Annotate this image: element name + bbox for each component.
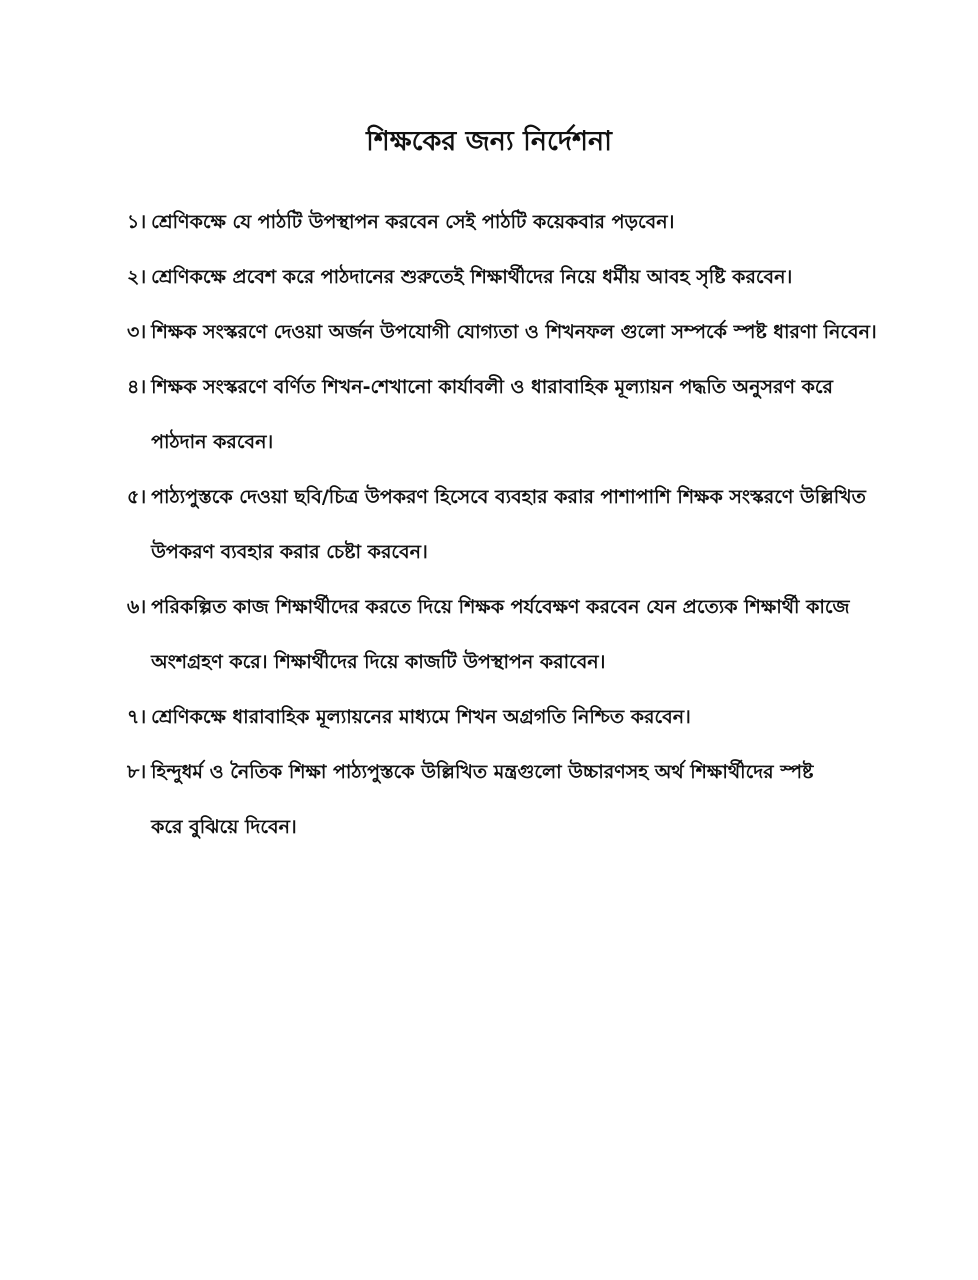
list-item xyxy=(127,695,907,739)
item-number: ৮। xyxy=(127,761,147,783)
item-number: ৬। xyxy=(127,596,147,618)
item-text xyxy=(146,200,907,244)
item-text xyxy=(146,475,907,574)
list-item xyxy=(127,475,907,574)
list-item xyxy=(127,255,907,299)
item-number: ১। xyxy=(127,211,147,233)
item-line: পরিকল্পিত কাজ শিক্ষার্থীদের করতে দিয়ে শিক্ষক পর্যবেক্ষণ করবেন যেন প্রত্যেক শিক্ষার্থী কাজে xyxy=(151,596,850,618)
item-text xyxy=(146,255,907,299)
instruction-list xyxy=(127,200,907,860)
item-number: ২। xyxy=(127,266,147,288)
item-line: শিক্ষক সংস্করণে দেওয়া অর্জন উপযোগী যোগ্যতা ও শিখনফল গুলো সম্পর্কে স্পষ্ট ধারণা নিবেন। xyxy=(151,321,877,343)
item-line: করে বুঝিয়ে দিবেন। xyxy=(151,816,297,838)
item-text xyxy=(146,365,907,464)
list-item xyxy=(127,585,907,684)
list-item xyxy=(127,310,907,354)
item-line: পাঠদান করবেন। xyxy=(151,431,274,453)
item-line: শিক্ষক সংস্করণে বর্ণিত শিখন-শেখানো কার্যাবলী ও ধারাবাহিক মূল্যায়ন পদ্ধতি অনুসরণ করে xyxy=(151,376,833,398)
item-number: ৭। xyxy=(127,706,147,728)
item-line: অংশগ্রহণ করে। শিক্ষার্থীদের দিয়ে কাজটি উপস্থাপন করাবেন। xyxy=(151,651,606,673)
item-text xyxy=(146,750,907,849)
item-text xyxy=(146,695,907,739)
item-line: শ্রেণিকক্ষে যে পাঠটি উপস্থাপন করবেন সেই পাঠটি কয়েকবার পড়বেন। xyxy=(151,211,675,233)
item-line: পাঠ্যপুস্তকে দেওয়া ছবি/চিত্র উপকরণ হিসেবে ব্যবহার করার পাশাপাশি শিক্ষক সংস্করণে উল্লিখিত xyxy=(151,486,866,508)
item-line: শ্রেণিকক্ষে প্রবেশ করে পাঠদানের শুরুতেই শিক্ষার্থীদের নিয়ে ধর্মীয় আবহ সৃষ্টি করবেন। xyxy=(151,266,793,288)
item-text xyxy=(146,585,907,684)
list-item xyxy=(127,750,907,849)
item-line: শ্রেণিকক্ষে ধারাবাহিক মূল্যায়নের মাধ্যমে শিখন অগ্রগতি নিশ্চিত করবেন। xyxy=(151,706,691,728)
item-number: ৩। xyxy=(127,321,147,343)
item-number: ৪। xyxy=(127,376,147,398)
list-item xyxy=(127,200,907,244)
item-line: হিন্দুধর্ম ও নৈতিক শিক্ষা পাঠ্যপুস্তকে উল্লিখিত মন্ত্রগুলো উচ্চারণসহ অর্থ শিক্ষার্থীদের স্পষ্ট xyxy=(151,761,814,783)
item-text xyxy=(146,310,907,354)
item-line: উপকরণ ব্যবহার করার চেষ্টা করবেন। xyxy=(151,541,428,563)
page-title: শিক্ষকের জন্য নির্দেশনা xyxy=(366,126,612,157)
item-number: ৫। xyxy=(127,486,147,508)
list-item xyxy=(127,365,907,464)
